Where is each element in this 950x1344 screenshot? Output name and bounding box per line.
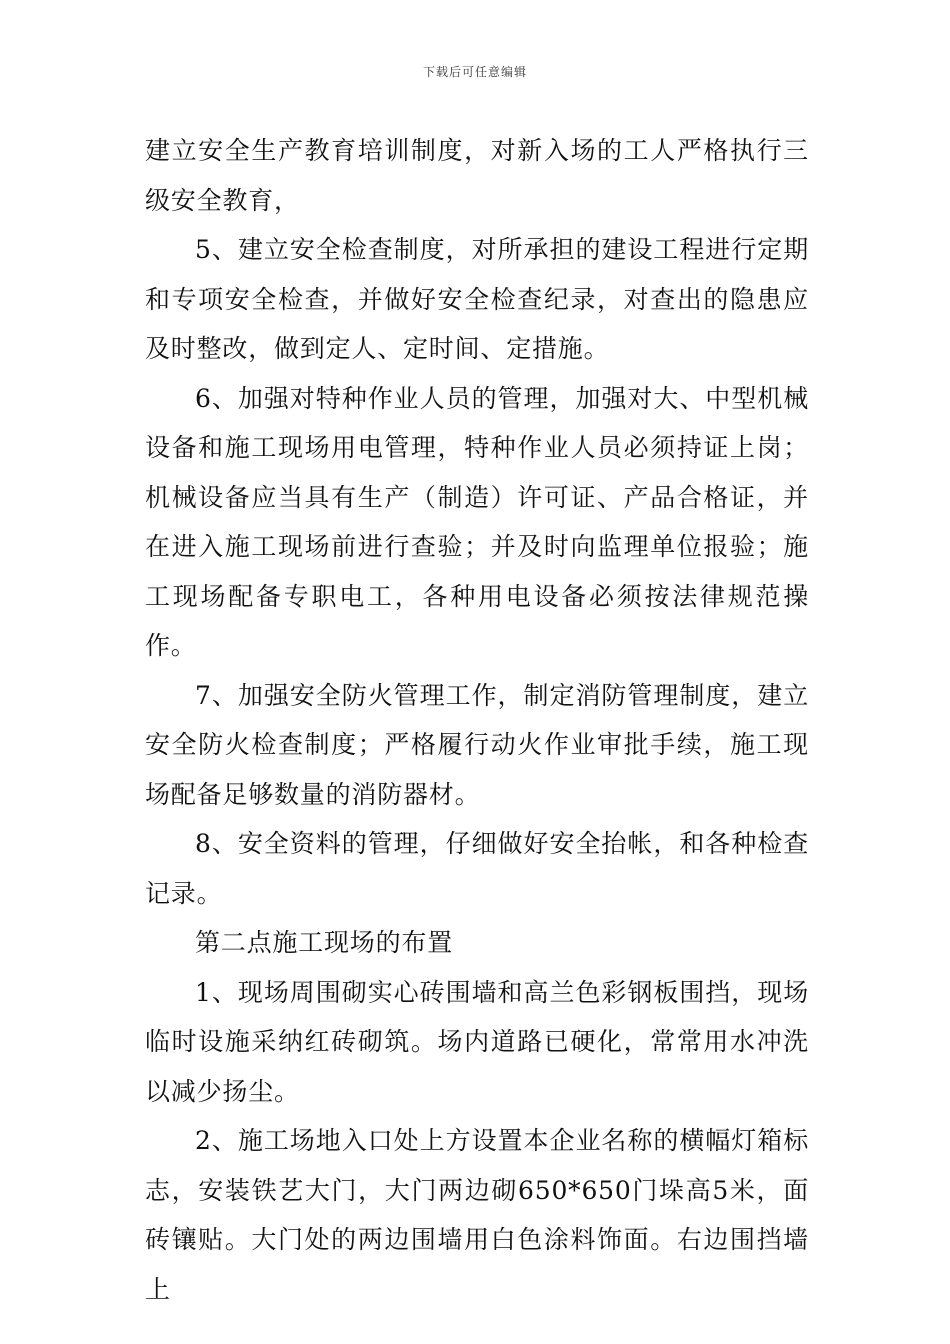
section-heading: 第二点施工现场的布置: [195, 928, 454, 957]
paragraph-layout-item-2: 2、施工场地入口处上方设置本企业名称的横幅灯箱标志，安装铁艺大门，大门两边砌650*650门垛高5米，面砖镶贴。大门处的两边围墙用白色涂料饰面。右边围挡墙上: [145, 1126, 809, 1304]
paragraph-item-5: 5、建立安全检查制度，对所承担的建设工程进行定期和专项安全检查，并做好安全检查纪录，对查出的隐患应及时整改，做到定人、定时间、定措施。: [145, 235, 809, 363]
paragraph-item-6: 6、加强对特种作业人员的管理，加强对大、中型机械设备和施工现场用电管理，特种作业人员必须持证上岗；机械设备应当具有生产（制造）许可证、产品合格证，并在进入施工现场前进行查验；并及时向监理单位报验；施工现场配备专职电工，各种用电设备必须按法律规范操作。: [145, 383, 809, 660]
page-header: 下载后可任意编辑: [422, 65, 527, 79]
document-body: [145, 126, 809, 1314]
paragraph-item-8: 8、安全资料的管理，仔细做好安全抬帐，和各种检查记录。: [145, 829, 809, 908]
paragraph-continuation: 建立安全生产教育培训制度，对新入场的工人严格执行三级安全教育，: [145, 136, 809, 215]
paragraph-item-7: 7、加强安全防火管理工作，制定消防管理制度，建立安全防火检查制度；严格履行动火作业审批手续，施工现场配备足够数量的消防器材。: [145, 680, 809, 809]
paragraph-layout-item-1: 1、现场周围砌实心砖围墙和高兰色彩钢板围挡，现场临时设施采纳红砖砌筑。场内道路已硬化，常常用水冲洗以减少扬尘。: [145, 977, 809, 1106]
